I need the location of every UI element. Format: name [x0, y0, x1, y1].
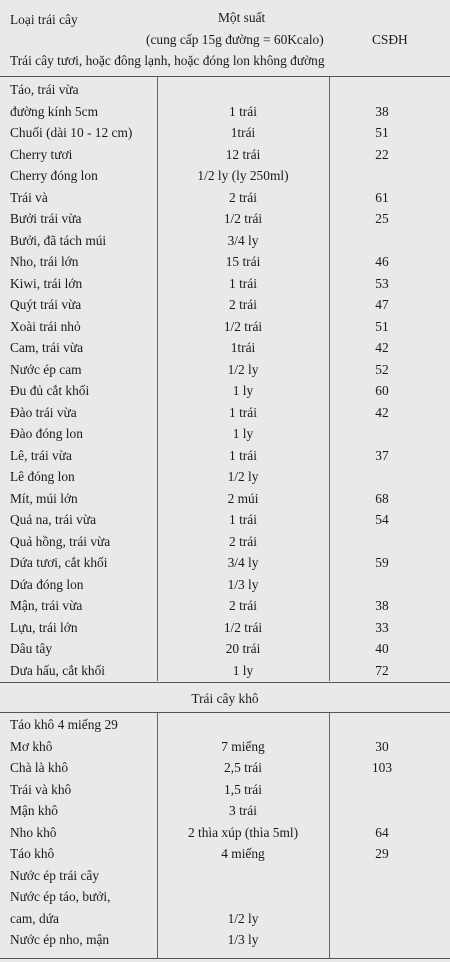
table-row	[0, 574, 450, 595]
table-row	[0, 122, 450, 143]
glycemic-index: 37	[375, 447, 389, 463]
fruit-name: Mận khô	[10, 803, 58, 818]
table-row	[0, 488, 450, 509]
glycemic-index: 64	[375, 824, 389, 840]
fruit-name: Dứa tươi, cắt khối	[10, 555, 108, 570]
fruit-name: Dâu tây	[10, 641, 53, 656]
serving-size: 1 ly	[232, 662, 254, 678]
glycemic-index: 29	[375, 846, 389, 861]
glycemic-index: 68	[375, 490, 389, 506]
fruit-name: Đu đủ cắt khối	[10, 383, 90, 398]
glycemic-index: 51	[375, 318, 389, 334]
glycemic-index: 51	[375, 125, 389, 140]
serving-size: 1 trái	[229, 103, 257, 119]
header-col2-line1: Một suất	[218, 10, 266, 25]
fruit-name: Quýt trái vừa	[10, 297, 82, 312]
divider-fresh-end	[0, 682, 450, 683]
fruit-name: Dưa hấu, cắt khối	[10, 662, 106, 678]
fruit-name: Chà là khô	[10, 760, 69, 775]
fruit-name: Táo khô	[10, 846, 55, 861]
table-row	[0, 929, 450, 950]
glycemic-index: 47	[375, 297, 389, 312]
glycemic-index: 103	[371, 760, 393, 775]
fruit-name: Táo, trái vừa	[10, 82, 79, 97]
table-row	[0, 617, 450, 638]
fruit-name: đường kính 5cm	[10, 103, 98, 119]
table-row	[0, 822, 450, 843]
table-row	[0, 865, 450, 886]
header-col2-line2: (cung cấp 15g đường = 60Kcalo)	[146, 32, 324, 47]
divider-bottom	[0, 958, 450, 959]
serving-size: 1/2 ly	[227, 910, 259, 926]
fruit-name: Bưởi trái vừa	[10, 211, 82, 226]
table-row	[0, 380, 450, 401]
serving-size: 3 trái	[229, 803, 257, 818]
divider-top	[0, 76, 450, 77]
fruit-name: Nho, trái lớn	[10, 254, 79, 269]
serving-size: 1 ly	[232, 426, 254, 441]
table-row	[0, 779, 450, 800]
serving-size: 15 trái	[225, 254, 261, 269]
serving-size: 1 ly	[232, 383, 254, 398]
fruit-name: Lê đóng lon	[10, 469, 75, 484]
fruit-name: Kiwi, trái lớn	[10, 275, 83, 291]
table-row	[0, 466, 450, 487]
table-row	[0, 187, 450, 208]
glycemic-index: 38	[375, 598, 389, 613]
serving-size: 4 miếng	[221, 846, 265, 861]
fruit-name: Mít, múi lớn	[10, 490, 78, 506]
serving-size: 1/2 ly	[227, 361, 259, 377]
glycemic-index: 54	[375, 512, 389, 527]
serving-size: 1 trái	[229, 275, 257, 291]
table-row	[0, 800, 450, 821]
serving-size: 2,5 trái	[224, 760, 262, 775]
serving-size: 1/3 ly	[227, 932, 259, 947]
fruit-name: Quả hồng, trái vừa	[10, 533, 111, 549]
glycemic-index: 30	[375, 738, 389, 754]
glycemic-index: 46	[375, 254, 389, 269]
fruit-name: Cherry đóng lon	[10, 168, 98, 183]
serving-size: 2 trái	[229, 189, 257, 205]
glycemic-index: 60	[375, 383, 389, 398]
glycemic-index: 52	[375, 361, 389, 377]
table-row	[0, 359, 450, 380]
divider-dried-start	[0, 712, 450, 713]
fruit-name: Trái và khô	[10, 781, 72, 797]
fruit-name: Chuối (dài 10 - 12 cm)	[10, 125, 133, 140]
serving-size: 1/3 ly	[227, 576, 259, 592]
serving-size: 1 trái	[229, 447, 257, 463]
table-row	[0, 531, 450, 552]
serving-size: 1,5 trái	[224, 781, 262, 797]
table-row	[0, 144, 450, 165]
serving-size: 2 trái	[229, 533, 257, 549]
fruit-name: Dứa đóng lon	[10, 576, 84, 592]
fruit-name: Mận, trái vừa	[10, 598, 83, 613]
table-row	[0, 316, 450, 337]
fruit-name: Nước ép trái cây	[10, 867, 100, 883]
serving-size: 1trái	[230, 340, 256, 355]
fruit-name: Đào đóng lon	[10, 426, 83, 441]
glycemic-index: 38	[375, 103, 389, 119]
table-row	[0, 337, 450, 358]
fruit-name: Quả na, trái vừa	[10, 512, 97, 527]
serving-size: 1/2 ly	[227, 469, 259, 484]
fruit-name: Cherry tươi	[10, 146, 73, 162]
fruit-name: Nho khô	[10, 824, 57, 840]
table-row	[0, 714, 450, 735]
table-row	[0, 230, 450, 251]
glycemic-index: 40	[375, 641, 389, 656]
serving-size: 3/4 ly	[227, 555, 259, 570]
serving-size: 1 trái	[229, 512, 257, 527]
table-row	[0, 208, 450, 229]
fruit-name: Lựu, trái lớn	[10, 619, 78, 635]
header-col1: Loại trái cây	[10, 12, 78, 27]
table-row	[0, 273, 450, 294]
table-row	[0, 660, 450, 681]
table-row	[0, 165, 450, 186]
table-row	[0, 251, 450, 272]
fruit-name: Nước ép nho, mận	[10, 932, 110, 947]
header-subtitle: Trái cây tươi, hoặc đông lạnh, hoặc đóng lon không đường	[10, 53, 325, 68]
fruit-name: Táo khô 4 miếng 29	[10, 717, 118, 732]
table-row	[0, 886, 450, 907]
table-row	[0, 101, 450, 122]
table-row	[0, 509, 450, 530]
serving-size: 3/4 ly	[227, 232, 259, 248]
serving-size: 1/2 ly (ly 250ml)	[197, 168, 289, 183]
table-row	[0, 552, 450, 573]
table-row	[0, 736, 450, 757]
glycemic-index: 42	[375, 340, 389, 355]
table-row	[0, 638, 450, 659]
table-row	[0, 908, 450, 929]
serving-size: 20 trái	[225, 641, 261, 656]
fruit-name: Lê, trái vừa	[10, 447, 72, 463]
table-row	[0, 294, 450, 315]
table-row	[0, 843, 450, 864]
glycemic-index: 42	[375, 404, 389, 420]
table-row	[0, 79, 450, 100]
table-row	[0, 445, 450, 466]
fruit-name: Xoài trái nhỏ	[10, 318, 81, 334]
serving-size: 7 miếng	[221, 738, 265, 754]
serving-size: 2 múi	[227, 490, 259, 506]
fruit-name: Nước ép táo, bưởi,	[10, 889, 111, 904]
fruit-name: Mơ khô	[10, 738, 53, 754]
fruit-name: Đào trái vừa	[10, 404, 77, 420]
glycemic-index: 33	[375, 619, 389, 635]
table-row	[0, 402, 450, 423]
glycemic-index: 22	[375, 146, 389, 162]
table-row	[0, 423, 450, 444]
fruit-name: Trái và	[10, 189, 48, 205]
serving-size: 1/2 trái	[223, 211, 263, 226]
table-row	[0, 757, 450, 778]
fruit-name: Bưởi, đã tách múi	[10, 232, 107, 248]
glycemic-index: 72	[375, 662, 389, 678]
serving-size: 1 trái	[229, 404, 257, 420]
serving-size: 1/2 trái	[223, 318, 263, 334]
serving-size: 12 trái	[225, 146, 261, 162]
table-row	[0, 595, 450, 616]
serving-size: 1trái	[230, 125, 256, 140]
serving-size: 1/2 trái	[223, 619, 263, 635]
fruit-name: Nước ép cam	[10, 361, 82, 377]
fruit-name: cam, dứa	[10, 910, 59, 926]
glycemic-index: 59	[375, 555, 389, 570]
serving-size: 2 trái	[229, 598, 257, 613]
dried-section-title: Trái cây khô	[191, 691, 259, 706]
glycemic-index: 25	[375, 211, 389, 226]
glycemic-index: 61	[375, 189, 389, 205]
glycemic-index: 53	[375, 275, 389, 291]
fruit-name: Cam, trái vừa	[10, 340, 84, 355]
serving-size: 2 thìa xúp (thìa 5ml)	[187, 824, 299, 840]
header-col3: CSĐH	[372, 32, 408, 47]
serving-size: 2 trái	[229, 297, 257, 312]
